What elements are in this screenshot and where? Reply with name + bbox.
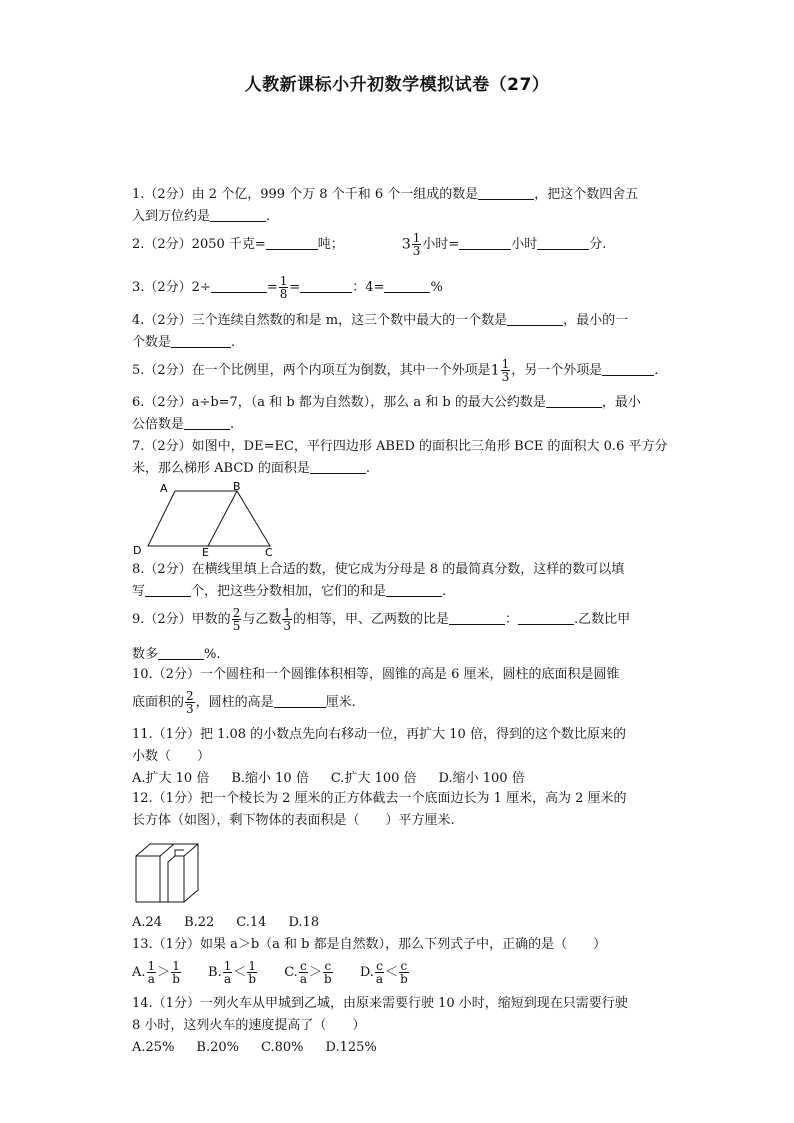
q5-text: ，另一个外项是 — [511, 363, 603, 378]
trapezoid-outline — [148, 491, 270, 546]
option-d[interactable]: D.缩小 100 倍 — [438, 771, 525, 786]
q7-text: 7.（2分）如图中，DE=EC，平行四边形 ABED 的面积比三角形 BCE 的面积大 0.6 平方分 — [132, 439, 668, 454]
q3-text: = — [289, 280, 301, 295]
q4-text: . — [231, 335, 236, 350]
answer-blank[interactable] — [546, 393, 602, 408]
q14-text: 8 小时，这列火车的速度提高了（ ） — [132, 1018, 366, 1033]
option-b[interactable]: B. $\frac{1}{a}$ ＜ $\frac{1}{b}$ — [208, 959, 257, 986]
fraction: $\frac{1}{3}$ — [501, 357, 510, 384]
q3-text: = — [266, 280, 278, 295]
q11-text: 小数（ ） — [132, 749, 211, 764]
answer-blank[interactable] — [449, 610, 505, 625]
option-d[interactable]: D.125% — [325, 1040, 377, 1055]
option-c[interactable]: C. $\frac{c}{a}$ ＞ $\frac{c}{b}$ — [284, 959, 332, 986]
option-c[interactable]: C.14 — [236, 915, 267, 930]
option-c[interactable]: C.扩大 100 倍 — [330, 771, 417, 786]
answer-blank[interactable] — [184, 415, 230, 430]
q1-text: ，把这个数四舍五 — [534, 187, 639, 202]
page-title: 人教新课标小升初数学模拟试卷（27） — [244, 75, 550, 95]
answer-blank[interactable] — [310, 459, 366, 474]
cube-edge — [160, 844, 174, 856]
question-1 — [132, 184, 672, 228]
label-c: C — [265, 546, 273, 558]
fraction: $\frac{1}{8}$ — [279, 274, 288, 301]
answer-blank[interactable] — [459, 235, 511, 250]
answer-blank[interactable] — [145, 582, 191, 597]
option-a[interactable]: A. $\frac{1}{a}$ ＞ $\frac{1}{b}$ — [132, 959, 180, 986]
q2-text: 吨； — [317, 237, 344, 252]
notch-top — [175, 850, 184, 856]
q13-text: 13.（1分）如果 a＞b（a 和 b 都是自然数），那么下列式子中，正确的是（ ） — [132, 937, 607, 952]
q9-text: .乙数比甲 — [574, 612, 631, 627]
question-13 — [132, 934, 672, 985]
option-a[interactable]: A.扩大 10 倍 — [132, 771, 210, 786]
q1-text: 入到万位约是 — [132, 209, 211, 224]
question-2 — [132, 232, 672, 257]
q9-text: 9.（2分）甲数的 — [132, 612, 231, 627]
answer-blank[interactable] — [602, 361, 654, 376]
question-4 — [132, 310, 672, 354]
q3-text: 3.（2分）2÷ — [132, 280, 211, 295]
segment-be — [208, 491, 237, 546]
question-10 — [132, 664, 672, 715]
trapezoid-figure — [130, 478, 280, 558]
q10-text: 厘米. — [325, 695, 356, 710]
answer-blank[interactable] — [211, 278, 267, 293]
q2-text: 分. — [589, 237, 607, 252]
question-11 — [132, 724, 672, 790]
q9-text: 与乙数 — [242, 612, 282, 627]
q10-text: ，圆柱的高是 — [195, 695, 274, 710]
fraction: $\frac{1}{3}$ — [283, 606, 291, 633]
answer-blank[interactable] — [537, 235, 589, 250]
q8-text: . — [442, 584, 447, 599]
q1-text: 1.（2分）由 2 个亿，999 个万 8 个千和 6 个一组成的数是 — [132, 187, 479, 202]
q6-text: 公倍数是 — [132, 417, 185, 432]
q9-text: 数多 — [132, 647, 159, 662]
question-5 — [132, 358, 672, 383]
q2-text: 小时 — [511, 237, 538, 252]
option-b[interactable]: B.22 — [184, 915, 215, 930]
q11-text: 11.（1分）把 1.08 的小数点先向右移动一位，再扩大 10 倍，得到的这个数比原来的 — [132, 727, 626, 742]
question-12 — [132, 788, 672, 832]
q4-text: ，最小的一 — [563, 313, 629, 328]
q9-text: ： — [505, 612, 519, 627]
answer-blank[interactable] — [171, 333, 231, 348]
option-d[interactable]: D.18 — [288, 915, 320, 930]
q6-text: 6.（2分）a÷b=7，（a 和 b 都为自然数），那么 a 和 b 的最大公约数是 — [132, 395, 546, 410]
question-7 — [132, 436, 672, 480]
q7-text: . — [365, 461, 370, 476]
option-a[interactable]: A.24 — [132, 915, 163, 930]
option-b[interactable]: B.20% — [196, 1040, 240, 1055]
option-b[interactable]: B.缩小 10 倍 — [231, 771, 309, 786]
fraction: $\frac{2}{5}$ — [232, 606, 241, 633]
q8-text: 个，把这些分数相加，它们的和是 — [191, 584, 387, 599]
label-d: D — [133, 544, 142, 557]
option-d[interactable]: D. $\frac{c}{a}$ ＜ $\frac{c}{b}$ — [359, 959, 408, 986]
label-a: A — [160, 482, 168, 495]
q9-text: %. — [204, 647, 221, 662]
question-12-options — [132, 912, 672, 934]
q5-text: . — [654, 363, 659, 378]
answer-blank[interactable] — [518, 610, 574, 625]
answer-blank[interactable] — [158, 645, 204, 660]
question-6 — [132, 392, 672, 436]
q12-text: 长方体（如图），剩下物体的表面积是（ ）平方厘米. — [132, 813, 455, 828]
cube-figure — [130, 836, 205, 906]
answer-blank[interactable] — [266, 235, 318, 250]
q10-text: 底面积的 — [132, 695, 185, 710]
q5-text: 5.（2分）在一个比例里，两个内项互为倒数，其中一个外项是 — [132, 363, 491, 378]
cube-outline — [136, 844, 198, 902]
q4-text: 个数是 — [132, 335, 172, 350]
question-8 — [132, 559, 672, 603]
answer-blank[interactable] — [300, 278, 352, 293]
answer-blank[interactable] — [384, 278, 430, 293]
label-e: E — [202, 546, 209, 558]
q14-text: 14.（1分）一列火车从甲城到乙城，由原来需要行驶 10 小时，缩短到现在只需要行驶 — [132, 996, 628, 1011]
q2-text: 2.（2分）2050 千克= — [132, 237, 266, 252]
answer-blank[interactable] — [386, 582, 442, 597]
question-3 — [132, 275, 672, 300]
q7-text: 米，那么梯形 ABCD 的面积是 — [132, 461, 310, 476]
q1-text: . — [266, 209, 271, 224]
mixed-whole: 1 — [490, 362, 500, 379]
q3-text: ：4= — [352, 280, 385, 295]
option-c[interactable]: C.80% — [261, 1040, 304, 1055]
label-b: B — [233, 480, 241, 493]
notch-outline — [168, 856, 184, 902]
cube-edge — [184, 844, 198, 856]
answer-blank[interactable] — [507, 311, 563, 326]
cube-front-left — [136, 856, 160, 902]
option-a[interactable]: A.25% — [132, 1040, 175, 1055]
q6-text: . — [230, 417, 235, 432]
fraction: $\frac{1}{3}$ — [412, 231, 421, 258]
q4-text: 4.（2分）三个连续自然数的和是 m，这三个数中最大的一个数是 — [132, 313, 508, 328]
question-9 — [132, 607, 672, 666]
q8-text: 写 — [132, 584, 146, 599]
q10-text: 10.（2分）一个圆柱和一个圆锥体积相等，圆锥的高是 6 厘米，圆柱的底面积是圆锥 — [132, 667, 620, 682]
q9-text: 的相等，甲、乙两数的比是 — [292, 612, 449, 627]
answer-blank[interactable] — [274, 693, 326, 708]
q3-text: % — [430, 280, 443, 295]
q12-text: 12.（1分）把一个棱长为 2 厘米的正方体截去一个底面边长为 1 厘米，高为 2 厘米的 — [132, 791, 627, 806]
mixed-whole: 3 — [401, 236, 411, 253]
question-14 — [132, 993, 672, 1059]
q8-text: 8.（2分）在横线里填上合适的数，使它成为分母是 8 的最简真分数，这样的数可以填 — [132, 562, 625, 577]
q6-text: ，最小 — [601, 395, 641, 410]
answer-blank[interactable] — [210, 207, 266, 222]
q2-text: 小时= — [422, 237, 460, 252]
fraction: $\frac{2}{3}$ — [186, 689, 194, 716]
answer-blank[interactable] — [478, 185, 534, 200]
